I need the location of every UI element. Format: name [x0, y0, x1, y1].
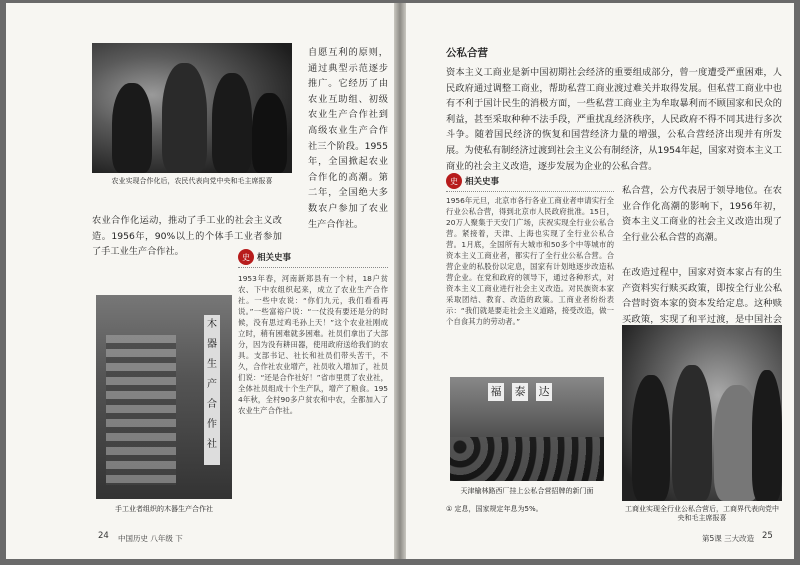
divider [238, 267, 388, 268]
photo-furniture-coop [96, 295, 232, 499]
photo-caption: 手工业者组织的木器生产合作社 [115, 505, 213, 513]
history-badge-icon: 史 [238, 249, 254, 265]
right-page [406, 3, 794, 559]
shop-sign: 泰 [512, 383, 528, 401]
section-title: 公私合营 [446, 47, 488, 59]
photo-caption: 工商业实现全行业公私合营后，工商界代表向党中央和毛主席报喜 [625, 505, 779, 522]
divider [446, 191, 614, 192]
book-title: 中国历史 八年级 下 [118, 534, 183, 543]
left-page [6, 3, 394, 559]
sidebar-text: 1956年元旦，北京市各行各业工商业者申请实行全行业公私合营，得到北京市人民政府批准。15日，20万人聚集于天安门广场，庆祝实现全行业公私合营。紧接着，天津、上海也实现了全行业公私合营。1月底，全国所有大城市和50多个中等城市的资本主义工商业者，都实行了全行业公私合营。合营企业的私股份以定息，国家有计划地逐步改造私营企业。在党和政府的领导下，通过各种形式，对资本主义工商业进行社会主义改造。对民族资本家采取团结、教育、改造的政策。工商业者纷纷表示：“我们就是要走社会主义道路，接受改造，做一个自食其力的劳动者。” [446, 196, 614, 326]
photo-caption: 农业实现合作化后，农民代表向党中央和毛主席报喜 [111, 177, 273, 185]
book-gutter [394, 3, 406, 559]
sidebar-text: 1953年春，河南新郑县有一个村，18户贫农、下中农组织起来，成立了农业生产合作社。一些中农说：“你们九元，我们看看再说。”一些富裕户说：“一仗没有要还是分的时候，没有思过鸡毛孙上天！”这个农业社刚成立时，稍有困难就多困难。社员们拿出了大部分，因为没有耕田器，使用政府送给我们的农具。支部书记、社长和社员们带头苦干，不久，合作社农业增产，社员收入增加了，社员们说：“还是合作社好！”省市里贯了农业社，全体社员组成十个生产队，增产了粮食。1954年秋，全村90多户贫农和中农，全都加入了农业生产合作社。 [238, 274, 388, 415]
page-number: 24 [98, 531, 109, 541]
body-text: 私合营，公方代表居于领导地位。在农业合作化高潮的影响下，1956年初，资本主义工商业的社会主义改造出现了全行业公私合营的高潮。 [622, 185, 782, 243]
sidebar-label: 相关史事 [257, 253, 292, 263]
photo-storefront [450, 377, 604, 481]
photo-farmers-report [92, 43, 292, 173]
body-text: 在改造过程中，国家对资本家占有的生产资料实行赎买政策，即按全行业公私合营时资本家的资本发给定息。这种赎买政策，实现了和平过渡，是中国社会 [622, 267, 782, 325]
body-text-handicraft: 农业合作化运动，推动了手工业的社会主义改造。1956年，90%以上的个体手工业者参加了手工业生产合作社。 [92, 215, 282, 258]
sidebar-header [446, 173, 499, 189]
lesson-title: 第5课 三大改造 [702, 534, 755, 543]
shop-sign: 福 [488, 383, 504, 401]
page-number: 25 [762, 531, 773, 541]
sidebar-label: 相关史事 [465, 177, 500, 187]
coop-signboard: 木 器 生 产 合 作 社 [204, 315, 220, 465]
photo-caption: 天津榆林路西厂挂上公私合营招牌的新门面 [460, 487, 594, 495]
history-badge-icon: 史 [446, 173, 462, 189]
sidebar-header [238, 249, 291, 265]
footnote: ① 定息，国家规定年息为5%。 [446, 505, 543, 513]
shop-sign: 达 [536, 383, 552, 401]
photo-business-report [622, 325, 782, 501]
body-text: 自愿互利的原则，通过典型示范逐步推广。它经历了由农业互助组、初级农业生产合作社到高级农业生产合作社三个阶段。1955年，全国掀起农业合作化的高潮。第二年，全国绝大多数农户参加了农业生产合作社。 [308, 47, 388, 230]
body-text: 资本主义工商业是新中国初期社会经济的重要组成部分，曾一度遭受严重困难，人民政府通过调整工商业，帮助私营工商业渡过难关并取得发展。但私营工商业中也有不利于国计民生的消极方面，一些私营工商业主为牟取暴利而不顾国家和民众的利益，甚至采取种种不法手段，严重扰乱经济秩序，人民政府不得不同其进行多次斗争。随着国民经济的恢复和国营经济力量的增强，公私合营经济出现并有所发展。为使私有制经济过渡到社会主义公有制经济，从1954年起，国家对资本主义工商业的社会主义改造，逐步发展为企业的公私合营。 [446, 67, 782, 172]
